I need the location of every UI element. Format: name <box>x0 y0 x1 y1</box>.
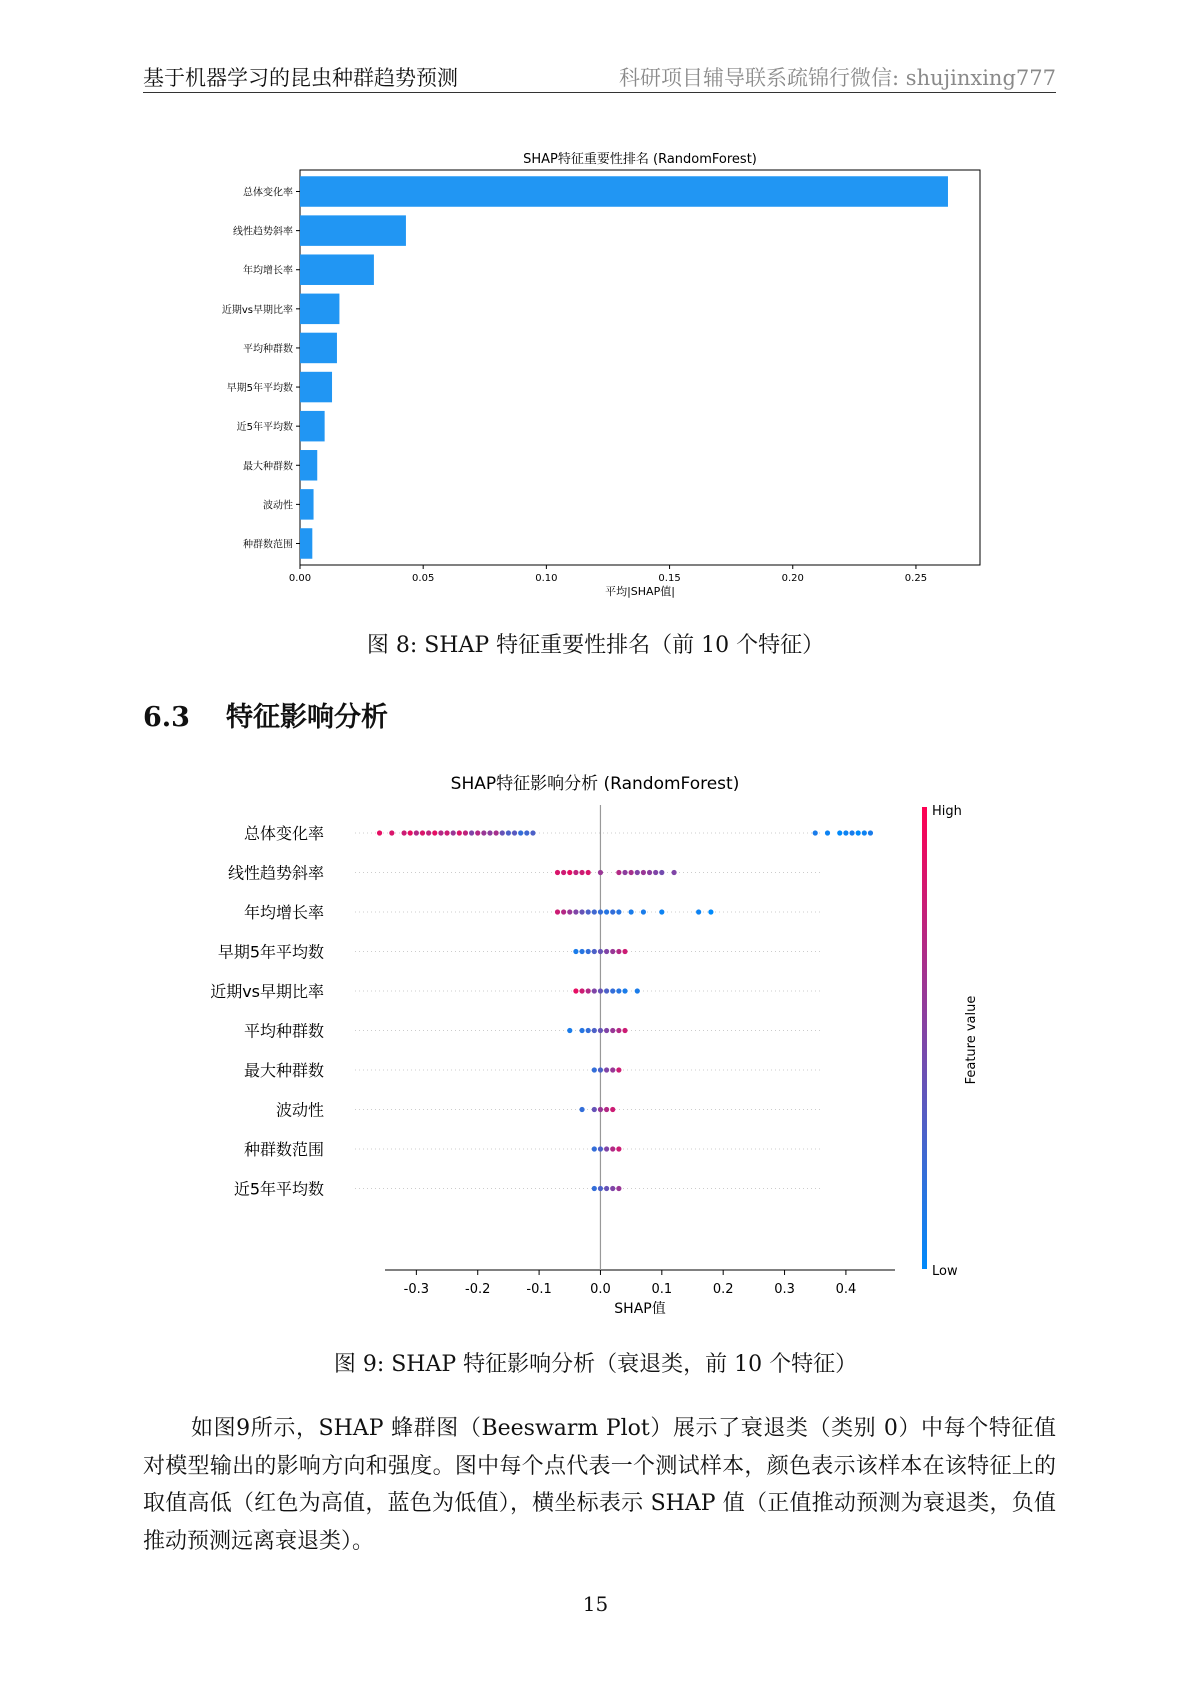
shap-point <box>604 1107 609 1112</box>
shap-point <box>414 830 419 835</box>
bar <box>300 215 406 246</box>
shap-point <box>604 909 609 914</box>
figure-9-beeswarm-chart <box>200 765 1000 1325</box>
shap-point <box>401 830 406 835</box>
shap-point <box>457 830 462 835</box>
shap-point <box>444 830 449 835</box>
x-axis-label: 平均|SHAP值| <box>605 585 675 598</box>
shap-point <box>856 830 861 835</box>
shap-point <box>579 1028 584 1033</box>
shap-point <box>696 909 701 914</box>
shap-point <box>579 909 584 914</box>
shap-point <box>598 1107 603 1112</box>
feature-label: 总体变化率 <box>243 824 324 843</box>
shap-point <box>592 949 597 954</box>
page-number: 15 <box>582 1592 609 1616</box>
shap-point <box>862 830 867 835</box>
chart-title: SHAP特征重要性排名 (RandomForest) <box>523 152 757 167</box>
shap-point <box>592 1107 597 1112</box>
x-tick-label: 0.10 <box>535 573 558 584</box>
feature-label: 年均增长率 <box>243 903 324 922</box>
shap-point <box>610 1146 615 1151</box>
shap-point <box>555 870 560 875</box>
shap-point <box>641 909 646 914</box>
shap-point <box>377 830 382 835</box>
shap-point <box>616 949 621 954</box>
shap-point <box>653 870 658 875</box>
section-number: 6.3 <box>143 702 190 733</box>
shap-point <box>567 870 572 875</box>
shap-point <box>616 1028 621 1033</box>
shap-point <box>610 1107 615 1112</box>
shap-point <box>518 830 523 835</box>
y-tick-label: 种群数范围 <box>243 539 293 551</box>
section-title: 特征影响分析 <box>225 702 388 733</box>
y-tick-label: 波动性 <box>263 500 293 512</box>
shap-point <box>573 949 578 954</box>
shap-point <box>586 1028 591 1033</box>
bar <box>300 333 337 364</box>
shap-point <box>616 909 621 914</box>
shap-point <box>598 949 603 954</box>
bar <box>300 294 339 325</box>
running-header-title: 基于机器学习的昆虫种群趋势预测 <box>143 66 458 90</box>
shap-point <box>849 830 854 835</box>
shap-point <box>610 1028 615 1033</box>
x-tick-label: 0.4 <box>835 1282 857 1297</box>
figure-8-bar-chart <box>200 140 1000 610</box>
shap-point <box>708 909 713 914</box>
x-tick-label: 0.2 <box>712 1282 734 1297</box>
shap-point <box>586 909 591 914</box>
shap-point <box>610 949 615 954</box>
y-tick-label: 早期5年平均数 <box>226 383 293 395</box>
y-tick-label: 近期vs早期比率 <box>221 304 293 316</box>
shap-point <box>604 1028 609 1033</box>
shap-point <box>592 1067 597 1072</box>
shap-point <box>561 870 566 875</box>
shap-point <box>616 988 621 993</box>
feature-label: 平均种群数 <box>243 1021 324 1041</box>
shap-point <box>586 949 591 954</box>
shap-point <box>629 909 634 914</box>
x-tick-label: 0.3 <box>774 1282 795 1297</box>
shap-point <box>592 1146 597 1151</box>
section-heading <box>143 695 388 734</box>
x-axis-label: SHAP值 <box>614 1301 666 1317</box>
shap-point <box>586 988 591 993</box>
shap-point <box>481 830 486 835</box>
shap-point <box>598 1067 603 1072</box>
shap-point <box>598 1146 603 1151</box>
shap-point <box>573 909 578 914</box>
shap-point <box>567 1028 572 1033</box>
shap-point <box>604 1146 609 1151</box>
chart-title: SHAP特征影响分析 (RandomForest) <box>450 774 740 794</box>
shap-point <box>592 988 597 993</box>
colorbar-low-label: Low <box>932 1264 958 1279</box>
shap-point <box>530 830 535 835</box>
shap-point <box>659 870 664 875</box>
shap-point <box>592 1186 597 1191</box>
body-paragraph: 如图9所示，SHAP 蜂群图（Beeswarm Plot）展示了衰退类（类别 0）中每个特征值对模型输出的影响方向和强度。图中每个点代表一个测试样本，颜色表示该样本在该特征上的取值高低（红色为高值，蓝色为低值），横坐标表示 SHAP 值（正值推动预测为衰退类，负值推动预测远离衰退类）。 <box>143 1416 1056 1554</box>
shap-point <box>610 1186 615 1191</box>
bar <box>300 411 325 442</box>
shap-point <box>592 1028 597 1033</box>
shap-point <box>592 909 597 914</box>
shap-point <box>868 830 873 835</box>
shap-point <box>616 870 621 875</box>
shap-point <box>573 988 578 993</box>
x-tick-label: -0.3 <box>403 1282 430 1297</box>
shap-point <box>561 909 566 914</box>
shap-point <box>647 870 652 875</box>
y-tick-label: 总体变化率 <box>243 187 293 199</box>
feature-label: 近5年平均数 <box>233 1179 324 1199</box>
shap-point <box>579 1107 584 1112</box>
shap-point <box>573 870 578 875</box>
shap-point <box>598 870 603 875</box>
x-tick-label: -0.1 <box>526 1282 552 1297</box>
shap-point <box>408 830 413 835</box>
figure-9-caption: 图 9: SHAP 特征影响分析（衰退类，前 10 个特征） <box>333 1352 858 1377</box>
x-tick-label: 0.15 <box>658 573 681 584</box>
bar <box>300 528 312 559</box>
x-tick-label: 0.00 <box>288 573 312 584</box>
shap-point <box>500 830 505 835</box>
y-tick-label: 线性趋势斜率 <box>233 226 293 238</box>
shap-point <box>579 870 584 875</box>
y-tick-label: 近5年平均数 <box>236 422 293 434</box>
shap-point <box>598 909 603 914</box>
shap-point <box>671 870 676 875</box>
shap-point <box>610 909 615 914</box>
shap-point <box>567 909 572 914</box>
shap-point <box>598 988 603 993</box>
shap-point <box>635 988 640 993</box>
bar <box>300 372 332 403</box>
shap-point <box>463 830 468 835</box>
shap-point <box>389 830 394 835</box>
shap-point <box>616 1186 621 1191</box>
y-tick-label: 平均种群数 <box>243 343 293 355</box>
bar <box>300 489 314 520</box>
shap-point <box>432 830 437 835</box>
shap-point <box>506 830 511 835</box>
shap-point <box>659 909 664 914</box>
shap-point <box>475 830 480 835</box>
colorbar <box>922 807 927 1269</box>
feature-label: 早期5年平均数 <box>217 942 324 962</box>
shap-point <box>469 830 474 835</box>
colorbar-title: Feature value <box>964 995 979 1085</box>
shap-point <box>610 988 615 993</box>
shap-point <box>616 1146 621 1151</box>
colorbar-high-label: High <box>932 804 962 819</box>
shap-point <box>579 988 584 993</box>
x-tick-label: -0.2 <box>465 1282 491 1297</box>
bar <box>300 176 948 207</box>
shap-point <box>494 830 499 835</box>
x-tick-label: 0.05 <box>412 573 435 584</box>
header-rule <box>143 92 1056 93</box>
shap-point <box>610 1067 615 1072</box>
bar <box>300 450 317 481</box>
shap-point <box>579 949 584 954</box>
shap-point <box>813 830 818 835</box>
shap-point <box>616 1067 621 1072</box>
shap-point <box>598 1028 603 1033</box>
feature-label: 线性趋势斜率 <box>227 863 324 883</box>
shap-point <box>512 830 517 835</box>
x-tick-label: 0.0 <box>590 1282 611 1297</box>
shap-point <box>604 1186 609 1191</box>
shap-point <box>524 830 529 835</box>
shap-point <box>604 988 609 993</box>
feature-label: 种群数范围 <box>243 1140 324 1159</box>
shap-point <box>598 1186 603 1191</box>
shap-point <box>487 830 492 835</box>
shap-point <box>837 830 842 835</box>
feature-label: 近期vs早期比率 <box>210 982 324 1001</box>
shap-point <box>586 870 591 875</box>
shap-point <box>555 909 560 914</box>
running-header-contact: 科研项目辅导联系疏锦行微信: shujinxing777 <box>619 66 1056 90</box>
shap-point <box>622 870 627 875</box>
y-tick-label: 最大种群数 <box>243 461 293 473</box>
shap-point <box>604 949 609 954</box>
feature-label: 最大种群数 <box>243 1061 324 1080</box>
shap-point <box>622 949 627 954</box>
shap-point <box>629 870 634 875</box>
shap-point <box>635 870 640 875</box>
y-tick-label: 年均增长率 <box>243 265 293 277</box>
shap-point <box>843 830 848 835</box>
bar <box>300 254 374 285</box>
figure-8-caption: 图 8: SHAP 特征重要性排名（前 10 个特征） <box>366 633 825 658</box>
shap-point <box>604 1067 609 1072</box>
x-tick-label: 0.25 <box>904 573 928 584</box>
x-tick-label: 0.20 <box>781 573 804 584</box>
shap-point <box>641 870 646 875</box>
shap-point <box>438 830 443 835</box>
feature-label: 波动性 <box>275 1100 324 1120</box>
shap-point <box>622 1028 627 1033</box>
shap-point <box>451 830 456 835</box>
shap-point <box>426 830 431 835</box>
x-tick-label: 0.1 <box>651 1282 673 1297</box>
shap-point <box>420 830 425 835</box>
shap-point <box>622 988 627 993</box>
shap-point <box>825 830 830 835</box>
